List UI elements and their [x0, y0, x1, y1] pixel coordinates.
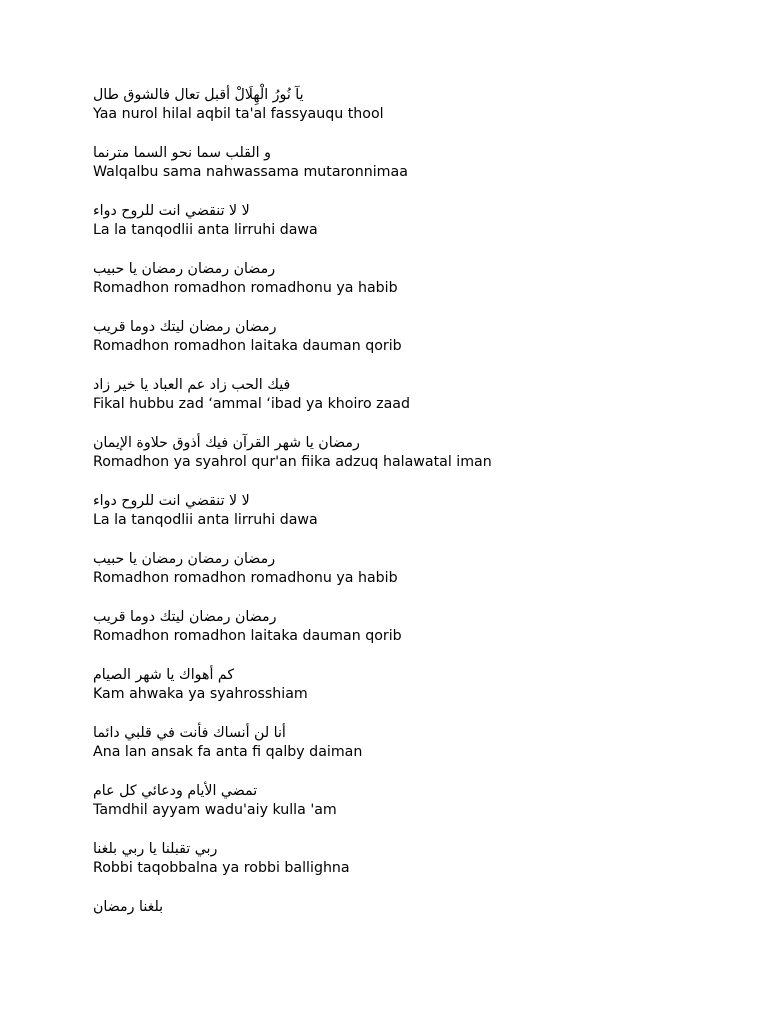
lyrics-body — [93, 86, 713, 938]
latin-line: Robbi taqobbalna ya robbi ballighna — [93, 859, 350, 876]
arabic-line: يآ نُورُ الْهِلَالْ أقبل تعال فالشوق طال — [93, 87, 304, 103]
arabic-line: لا لا تنقضي انت للروح دواء — [93, 493, 250, 509]
latin-line: Romadhon romadhon romadhonu ya habib — [93, 279, 398, 296]
stanza — [93, 318, 713, 355]
stanza — [93, 144, 713, 181]
latin-line: La la tanqodlii anta lirruhi dawa — [93, 221, 318, 238]
stanza — [93, 434, 713, 471]
latin-line: Kam ahwaka ya syahrosshiam — [93, 685, 308, 702]
arabic-line: رمضان رمضان ليتك دوما قريب — [93, 319, 277, 335]
stanza — [93, 376, 713, 413]
stanza — [93, 724, 713, 761]
arabic-line: ربي تقبلنا يا ربي بلغنا — [93, 841, 218, 857]
stanza — [93, 492, 713, 529]
latin-line: Romadhon romadhon laitaka dauman qorib — [93, 627, 402, 644]
latin-line: Romadhon romadhon laitaka dauman qorib — [93, 337, 402, 354]
latin-line: Fikal hubbu zad ‘ammal ‘ibad ya khoiro zaad — [93, 395, 410, 412]
arabic-line: تمضي الأيام ودعائي كل عام — [93, 783, 258, 799]
stanza — [93, 608, 713, 645]
arabic-line: رمضان رمضان ليتك دوما قريب — [93, 609, 277, 625]
stanza — [93, 86, 713, 123]
stanza — [93, 840, 713, 877]
latin-line: La la tanqodlii anta lirruhi dawa — [93, 511, 318, 528]
latin-line: Tamdhil ayyam wadu'aiy kulla 'am — [93, 801, 337, 818]
arabic-line: رمضان رمضان رمضان يا حبيب — [93, 261, 276, 277]
arabic-line: كم أهواك يا شهر الصيام — [93, 667, 235, 683]
arabic-line: لا لا تنقضي انت للروح دواء — [93, 203, 250, 219]
arabic-line: فيك الحب زاد عم العباد يا خير زاد — [93, 377, 291, 393]
stanza — [93, 666, 713, 703]
latin-line: Walqalbu sama nahwassama mutaronnimaa — [93, 163, 408, 180]
arabic-line: و القلب سما نحو السما مترنما — [93, 145, 271, 161]
stanza — [93, 898, 713, 917]
arabic-line: رمضان رمضان رمضان يا حبيب — [93, 551, 276, 567]
latin-line: Romadhon romadhon romadhonu ya habib — [93, 569, 398, 586]
arabic-line: بلغنا رمضان — [93, 899, 164, 915]
latin-line: Romadhon ya syahrol qur'an fiika adzuq halawatal iman — [93, 453, 492, 470]
stanza — [93, 782, 713, 819]
stanza — [93, 260, 713, 297]
stanza — [93, 202, 713, 239]
arabic-line: أنا لن أنساك فأنت في قلبي دائما — [93, 725, 286, 741]
arabic-line: رمضان يا شهر القرآن فيك أذوق حلاوة الإيمان — [93, 435, 360, 451]
latin-line: Yaa nurol hilal aqbil ta'al fassyauqu thool — [93, 105, 384, 122]
latin-line: Ana lan ansak fa anta fi qalby daiman — [93, 743, 363, 760]
stanza — [93, 550, 713, 587]
